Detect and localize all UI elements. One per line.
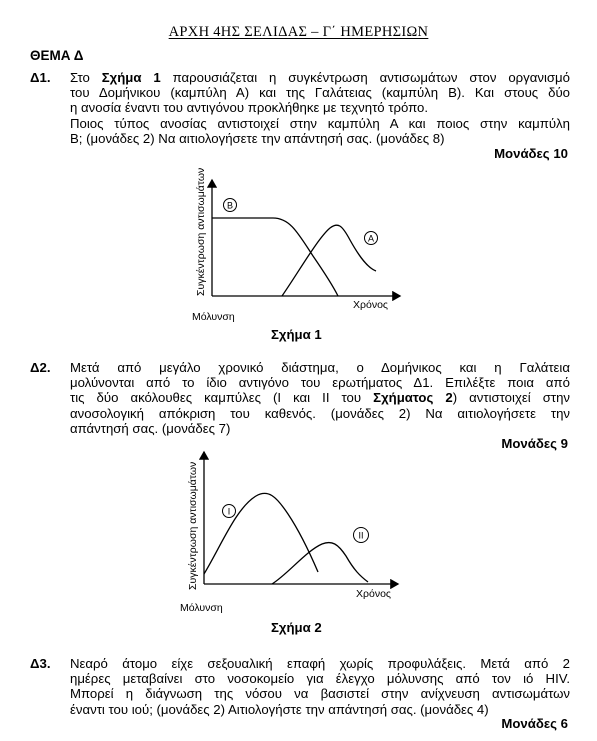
text-line: τις δύο ακόλουθες καμπύλες (I και II του Σχήματος 2) αντιστοιχεί στην [70,390,570,406]
figure-1 [178,168,418,328]
text-line: μολύνονται από το ίδιο αντιγόνο του ερωτήματος Δ1. Επιλέξτε ποια από [70,375,570,391]
origin-label: Μόλυνση [192,311,235,323]
text-line: Νεαρό άτομο είχε σεξουαλική επαφή χωρίς προφυλάξεις. Μετά από 2 [70,656,570,671]
text-line: Στο Σχήμα 1 παρουσιάζεται η συγκέντρωση αντισωμάτων στον οργανισμό [70,70,570,85]
y-axis-label: Συγκέντρωση αντισωμάτων [187,461,199,590]
text-line: Ποιος τύπος ανοσίας αντιστοιχεί στην καμπύλη Α και ποιος στην καμπύλη [70,115,570,131]
section-title: ΘΕΜΑ Δ [30,48,84,63]
curve-2 [272,543,368,585]
figure-ref: Σχήμα 1 [101,70,161,85]
text-line: ημέρες μεταβαίνει στο νοσοκομείο για έλεγχο μόλυνσης από τον ιό HIV. [70,671,570,687]
text-line: απάντησή σας. (μονάδες 7) [70,420,231,436]
marks-d1: Μονάδες 10 [494,146,568,161]
curve-1-label: I [227,506,231,517]
question-number: Δ1. [30,70,51,85]
figure-ref: Σχήματος 2 [373,390,453,406]
curve-b [212,218,338,296]
question-d2 [30,360,570,440]
figure-2 [176,446,416,616]
question-text [70,70,570,146]
text-line: έναντι του ιού; (μονάδες 2) Αιτιολογήστε την απάντησή σας. (μονάδες 4) [70,701,489,717]
question-number: Δ2. [30,360,51,375]
text-line: Β; (μονάδες 2) Να αιτιολογήσετε την απάντησή σας. (μονάδες 8) [70,130,445,146]
y-axis-label: Συγκέντρωση αντισωμάτων [195,168,207,296]
marks-d3: Μονάδες 6 [501,716,568,731]
curve-2-label: II [358,530,364,541]
text-line: του Δομήνικου (καμπύλη Α) και της Γαλάτειας (καμπύλη Β). Και στους δύο [70,85,570,101]
x-axis-label: Χρόνος [356,588,391,600]
text-line: η ανοσία έναντι του αντιγόνου προκλήθηκε με τεχνητό τρόπο. [70,100,429,116]
curve-a [282,225,376,296]
curve-b-label: B [226,200,234,211]
curve-1 [204,493,318,574]
page-header: ΑΡΧΗ 4ΗΣ ΣΕΛΙΔΑΣ – Γ΄ ΗΜΕΡΗΣΙΩΝ [168,24,429,40]
text-line: Μπορεί η διάγνωση της νόσου να βασιστεί στην ανίχνευση αντισωμάτων [70,686,570,702]
curve-a-label: A [367,233,375,244]
question-number: Δ3. [30,656,51,671]
question-d1 [30,70,570,150]
text-line: Μετά από μεγάλο χρονικό διάστημα, ο Δομήνικος και η Γαλάτεια [70,360,570,375]
question-text [70,360,570,436]
text-line: ανοσολογική απόκριση του καθενός. (μονάδες 2) Να αιτιολογήσετε την [70,405,570,421]
question-d3 [30,656,570,720]
figure-2-caption: Σχήμα 2 [271,620,322,635]
marks-d2: Μονάδες 9 [501,436,568,451]
x-axis-label: Χρόνος [353,299,388,311]
question-text [70,656,570,717]
figure-1-caption: Σχήμα 1 [271,327,322,342]
origin-label: Μόλυνση [180,602,223,614]
